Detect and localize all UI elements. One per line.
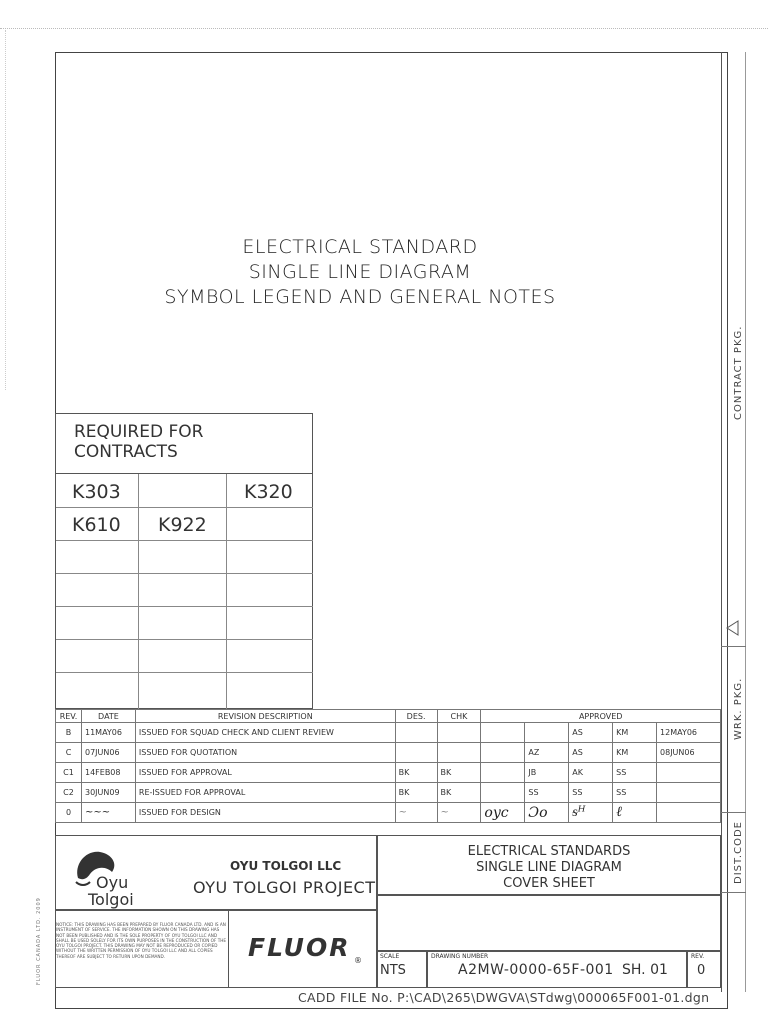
- sheet-title-line-2: SINGLE LINE DIAGRAM: [476, 860, 622, 875]
- company-name: OYU TOLGOI LLC: [230, 859, 342, 873]
- triangle-icon: [726, 620, 740, 636]
- approved-header: APPROVED: [481, 710, 721, 723]
- table-row: B 11MAY06 ISSUED FOR SQUAD CHECK AND CLIENT REVIEW AS KM 12MAY06: [56, 723, 721, 743]
- scan-top-edge: [0, 28, 768, 29]
- notice-text: NOTICE: THIS DRAWING HAS BEEN PREPARED BY FLUOR CANADA LTD. AND IS AN INSTRUMENT OF SERVICE. THE INFORMATION SHOWN ON THIS DRAWING HAS NOT BEEN PUBLISHED AND IS THE SOLE PROPERTY OF OYU TOLGOI LLC AND SHALL BE USED SOLELY FOR ITS OWN PURPOSES IN THE CONSTRUCTION OF THE OYU TOLGOI PROJECT. THIS DRAWING MAY NOT BE REPRODUCED OR COPIED WITHOUT THE WRITTEN PERMISSION OF OYU TOLGOI LLC AND ALL COPIES THEREOF ARE SUBJECT TO RETURN UPON DEMAND.: [56, 922, 227, 959]
- table-row: C 07JUN06 ISSUED FOR QUOTATION AZ AS KM 08JUN06: [56, 743, 721, 763]
- strip-divider: [721, 812, 746, 813]
- sheet-number: SH. 01: [622, 962, 668, 978]
- drawing-title-line-2: SINGLE LINE DIAGRAM: [248, 261, 472, 283]
- strip-divider: [721, 892, 746, 893]
- drawing-title-line-1: ELECTRICAL STANDARD: [242, 236, 478, 258]
- scan-left-edge: [5, 30, 6, 390]
- drawing-number-value: A2MW-0000-65F-001: [458, 962, 614, 978]
- table-row: 0 ~~~ ISSUED FOR DESIGN ~ ~ oyc Ɔo ᵴᴴ ℓ: [56, 803, 721, 823]
- handwritten-date: ~~~: [84, 807, 111, 818]
- rev-box-label: REV.: [691, 953, 705, 960]
- revision-table: [55, 709, 721, 823]
- required-heading: REQUIRED FOR CONTRACTS: [56, 414, 312, 474]
- signature-oyc: oyc: [484, 804, 509, 821]
- contract-pkg-label: CONTRACT PKG.: [733, 325, 744, 420]
- table-row: C2 30JUN09 RE-ISSUED FOR APPROVAL BK BK SS SS SS: [56, 783, 721, 803]
- signature-chk: ~: [440, 807, 449, 818]
- contract-k303: K303: [72, 481, 121, 503]
- scale-label: SCALE: [380, 953, 400, 960]
- rev-header: REV.: [56, 710, 82, 723]
- des-header: DES.: [395, 710, 437, 723]
- wrk-pkg-label: WRK. PKG.: [733, 677, 744, 740]
- description-header: REVISION DESCRIPTION: [135, 710, 395, 723]
- sheet-title-line-1: ELECTRICAL STANDARDS: [467, 844, 631, 859]
- contract-k610: K610: [72, 514, 121, 536]
- drawing-title-line-3: SYMBOL LEGEND AND GENERAL NOTES: [164, 286, 556, 308]
- project-name: OYU TOLGOI PROJECT: [193, 878, 376, 897]
- fluor-logo: FLUOR: [248, 933, 351, 962]
- chk-header: CHK: [437, 710, 481, 723]
- signature-2: Ɔo: [528, 804, 548, 821]
- logo-word-oyu: Oyu: [96, 873, 129, 892]
- table-row: C1 14FEB08 ISSUED FOR APPROVAL BK BK JB AK SS: [56, 763, 721, 783]
- signature-3: ᵴᴴ: [572, 804, 586, 820]
- strip-divider: [721, 646, 746, 647]
- notes-divider: [228, 910, 229, 988]
- signature-4: ℓ: [616, 804, 622, 820]
- date-header: DATE: [81, 710, 135, 723]
- left-margin-credit: FLUOR CANADA LTD. 2009: [36, 897, 42, 985]
- contract-k922: K922: [158, 514, 207, 536]
- sheet-title-line-3: COVER SHEET: [503, 876, 595, 891]
- drawing-number-label: DRAWING NUMBER: [431, 953, 489, 960]
- registered-mark: ®: [354, 956, 362, 965]
- rev-box-value: 0: [697, 963, 706, 978]
- dist-code-label: DIST.CODE: [733, 821, 744, 884]
- required-for-contracts-box: [55, 413, 313, 709]
- scale-value: NTS: [380, 963, 406, 978]
- contract-k320: K320: [244, 481, 293, 503]
- signature-des: ~: [398, 807, 408, 818]
- empty-title-row: [377, 895, 721, 951]
- cadd-file-path: CADD FILE No. P:\CAD\265\DWGVA\STdwg\000065F001-01.dgn: [298, 990, 710, 1005]
- logo-word-tolgoi: Tolgoi: [88, 890, 134, 909]
